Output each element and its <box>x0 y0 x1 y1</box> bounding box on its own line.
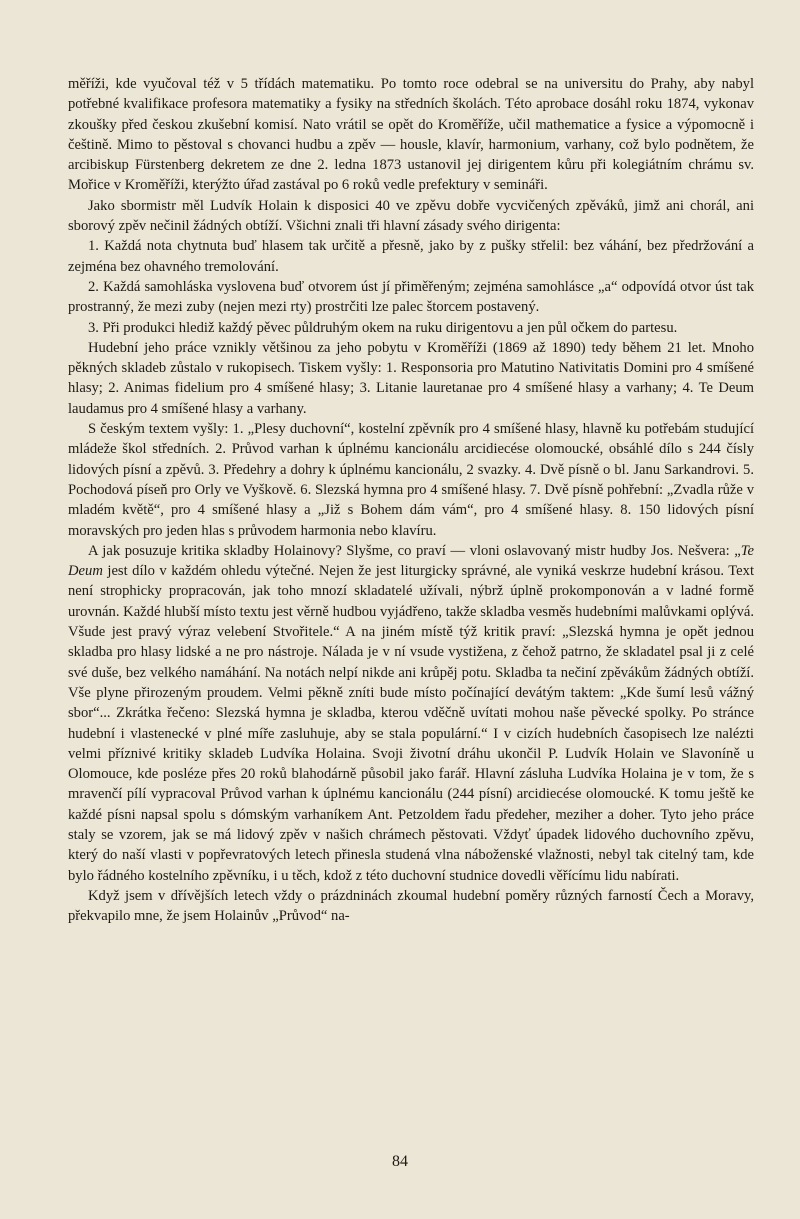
paragraph-works-latin: Hudební jeho práce vznikly většinou za jeho pobytu v Kroměříži (1869 až 1890) tedy během 21 let. Mnoho pěkných skladeb zůstalo v rukopisech. Tiskem vyšly: 1. Responsoria pro Matutino Nativitatis Domini pro 4 smíšené hlasy; 2. Animas fidelium pro 4 smíšené hlasy; 3. Litanie lauretanae pro 4 smíšené hlasy a varhany; 4. Te Deum laudamus pro 4 smíšené hlasy a varhany. <box>68 339 754 417</box>
paragraph-works-czech: S českým textem vyšly: 1. „Plesy duchovní“, kostelní zpěvník pro 4 smíšené hlasy, hlavně ku potřebám studující mládeže škol středních. 2. Průvod varhan k úplnému kancionálu arcidiecése olomoucké, obsáhlé dílo s 244 čísly lidových písní a zpěvů. 3. Předehry a dohry k úplnému kancionálu, 2 svazky. 4. Dvě písně o bl. Janu Sarkandrovi. 5. Pochodová píseň pro Orly ve Vyškově. 6. Slezská hymna pro 4 smíšené hlasy. 7. Dvě písně pohřební: „Zvadla růže v mladém květě“, pro 4 smíšené hlasy a „Již s Bohem dám vám“, pro 4 smíšené hlasy. 8. 150 lidových písní moravských pro jeden hlas s průvodem harmonia nebo klavíru. <box>68 421 754 539</box>
body-text <box>68 74 754 926</box>
te-deum-title: Te Deum <box>68 542 754 580</box>
paragraph-rule-2: 2. Každá samohláska vyslovena buď otvorem úst jí přiměřeným; zejména samohlásce „a“ odpovídá otvor úst tak prostranný, že mezi zuby (nejen mezi rty) prostrčiti lze palec štorcem postavený. <box>68 278 754 316</box>
paragraph-biography: měříži, kde vyučoval též v 5 třídách matematiku. Po tomto roce odebral se na universitu do Prahy, aby nabyl potřebné kvalifikace profesora matematiky a fysiky na středních školách. Této aprobace dosáhl roku 1874, vykonav zkoušky před českou zkušební komisí. Nato vrátil se opět do Kroměříže, učil mathematice a fysice a výpomocně i češtině. Mimo to pěstoval s chovanci hudbu a zpěv — housle, klavír, harmonium, varhany, což bylo podnětem, že arcibiskup Fürstenberg dekretem ze dne 2. ledna 1873 ustanovil jej dirigentem kůru při kolegiátním chrámu sv. Mořice v Kroměříži, kterýžto úřad zastával po 6 roků vedle prefektury v semináři. <box>68 76 754 194</box>
criticism-intro: A jak posuzuje kritika skladby Holainovy? Slyšme, co praví — vloni oslavovaný mistr hudby Jos. Nešvera: <box>88 542 730 559</box>
page-number: 84 <box>392 1153 408 1170</box>
paragraph-closing: Když jsem v dřívějších letech vždy o prázdninách zkoumal hudební poměry různých farností Čech a Moravy, překvapilo mne, že jsem Holainův „Průvod“ na- <box>68 887 754 925</box>
criticism-body: jest dílo v každém ohledu výtečné. Nejen že jest liturgicky správné, ale vyniká veskrze hudební krásou. Text není strophicky propracován, jak toho mnozí skladatelé užívali, nýbrž úplně prokomponován a v ladné formě urovnán. Každé hlubší místo textu jest věrně hudbou vyjádřeno, takže skladba vesměs hudebními malůvkami oplývá. Všude jest pravý výraz velebení Stvořitele.“ A na jiném místě týž kritik praví: „Slezská hymna je opět jednou skladba pro hlasy lidské a ne pro nástroje. Nálada je v ní vsude vystižena, z čehož patrno, že skladatel psal ji z celé své duše, bez velkého namáhání. Na notách nelpí nikde ani krůpěj potu. Skladba ta nečiní zpěvákům žádných obtíží. Vše plyne přirozeným proudem. Velmi pěkně zníti bude místo počínající devátým taktem: „Kde šumí lesů vážný sbor“... Zkrátka řečeno: Slezská hymna je skladba, kterou vděčně uvítati mohou naše pěvecké spolky. Po stránce hudební i vlastenecké v plné míře zasluhuje, aby se stala populární.“ I v cizích hudebních časopisech lze nalézti velmi příznivé kritiky skladeb Ludvíka Holaina. Svoji životní dráhu ukončil P. Ludvík Holain ve Slavoníně u Olomouce, kde posléze přes 20 roků blahodárně působil jako farář. Hlavní zásluha Ludvíka Holaina je v tom, že s mravenčí pílí vypracoval Průvod varhan k úplnému kancionálu (244 písní) arcidiecése olomoucké. K tomu ještě ke každé písni napsal spolu s dómským varhaníkem Ant. Petzoldem řadu předeher, meziher a doher. Tyto jeho práce staly se vzorem, jak se má lidový zpěv v našich chrámech pěstovati. Vždyť úpadek lidového duchovního zpěvu, který do naší vlasti v popřevratových letech přinesla studená vlna náboženské vlažnosti, nebyl tak citelný tam, kde bylo řádného kostelního zpěvníku, i u těch, kdož z této duchovní studnice dovedli věřícímu lidu nabírati. <box>68 563 755 884</box>
paragraph-criticism: A jak posuzuje kritika skladby Holainovy? Slyšme, co praví — vloni oslavovaný mistr hudby Jos. Nešvera: „Te Deum jest dílo v každém ohledu výtečné. Nejen že jest liturgicky správné, ale vyniká veskrze hudební krásou. Text není strophicky propracován, jak toho mnozí skladatelé užívali, nýbrž úplně prokomponován a v ladné formě urovnán. Každé hlubší místo textu jest věrně hudbou vyjádřeno, takže skladba vesměs hudebními malůvkami oplývá. Všude jest pravý výraz velebení Stvořitele.“ A na jiném místě týž kritik praví: „Slezská hymna je opět jednou skladba pro hlasy lidské a ne pro nástroje. Nálada je v ní vsude vystižena, z čehož patrno, že skladatel psal ji z celé své duše, bez velkého namáhání. Na notách nelpí nikde ani krůpěj potu. Skladba ta nečiní zpěvákům žádných obtíží. Vše plyne přirozeným proudem. Velmi pěkně zníti bude místo počínající devátým taktem: „Kde šumí lesů vážný sbor“... Zkrátka řečeno: Slezská hymna je skladba, kterou vděčně uvítati mohou naše pěvecké spolky. Po stránce hudební i vlastenecké v plné míře zasluhuje, aby se stala populární.“ I v cizích hudebních časopisech lze nalézti velmi příznivé kritiky skladeb Ludvíka Holaina. Svoji životní dráhu ukončil P. Ludvík Holain ve Slavoníně u Olomouce, kde posléze přes 20 roků blahodárně působil jako farář. Hlavní zásluha Ludvíka Holaina je v tom, že s mravenčí pílí vypracoval Průvod varhan k úplnému kancionálu (244 písní) arcidiecése olomoucké. K tomu ještě ke každé písni napsal spolu s dómským varhaníkem Ant. Petzoldem řadu předeher, meziher a doher. Tyto jeho práce staly se vzorem, jak se má lidový zpěv v našich chrámech pěstovati. Vždyť úpadek lidového duchovního zpěvu, který do naší vlasti v popřevratových letech přinesla studená vlna náboženské vlažnosti, nebyl tak citelný tam, kde bylo řádného kostelního zpěvníku, i u těch, kdož z této duchovní studnice dovedli věřícímu lidu nabírati. <box>68 542 755 884</box>
paragraph-choirmaster: Jako sbormistr měl Ludvík Holain k disposici 40 ve zpěvu dobře vycvičených zpěváků, jimž ani chorál, ani sborový zpěv nečinil žádných obtíží. Všichni znali tři hlavní zásady svého dirigenta: <box>68 197 754 235</box>
paragraph-rule-3: 3. Při produkci hlediž každý pěvec půldruhým okem na ruku dirigentovu a jen půl očkem do partesu. <box>88 319 678 336</box>
paragraph-rule-1: 1. Každá nota chytnuta buď hlasem tak určitě a přesně, jako by z pušky střelil: bez váhání, bez předržování a zejména bez ohavného tremolování. <box>68 238 754 275</box>
